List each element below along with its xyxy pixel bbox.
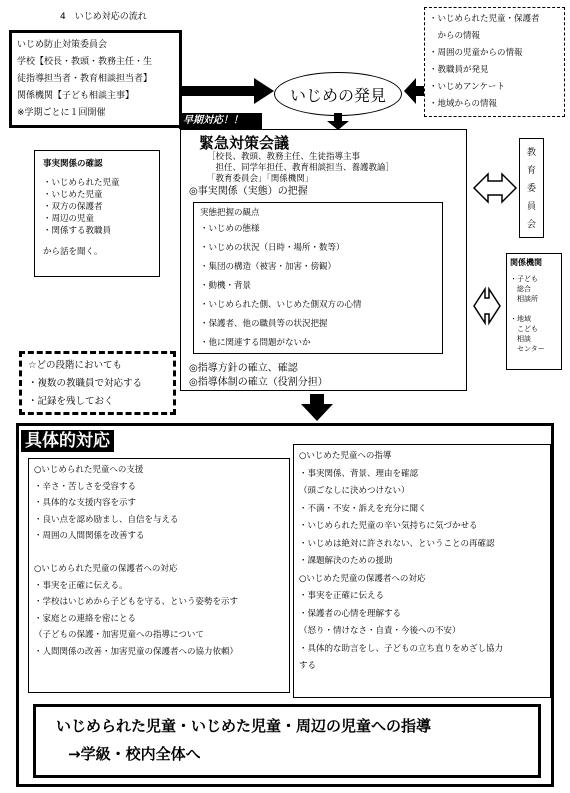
board-of-education-box xyxy=(519,138,544,238)
board-char: 育 xyxy=(526,166,536,176)
emergency-member-line: ［校長、教頭、教務主任、生徒指導主事 xyxy=(207,152,361,162)
victim-support-item: ・良い点を認め励まし、自信を与える xyxy=(34,514,179,525)
victim-support-item xyxy=(34,545,284,562)
perpetrator-guidance-item: ○いじめた児童への指導 xyxy=(299,451,392,461)
victim-support-list xyxy=(34,462,284,660)
victim-support-item: ・人間関係の改善・加害児童の保護者への協力依頼） xyxy=(34,646,239,657)
overall-guidance-line2: →学級・校内全体へ xyxy=(68,745,201,763)
board-char: 員 xyxy=(526,202,536,212)
agency-item: ・地域 xyxy=(510,315,531,323)
fact-grasp-label: ◎事実関係（実態）の把握 xyxy=(189,186,308,197)
committee-line: 学校【校長・教頭・教務主任・生 xyxy=(17,57,153,67)
board-char: 会 xyxy=(526,220,536,230)
overall-guidance-box xyxy=(33,704,541,778)
agency-item: 相談所 xyxy=(510,295,538,303)
perpetrator-guidance-item: ・課題解決のための援助 xyxy=(299,556,393,566)
perpetrator-guidance-item: する xyxy=(299,661,317,671)
viewpoint-item: ・いじめの状況（日時・場所・数等） xyxy=(200,243,345,253)
viewpoint-box xyxy=(193,202,443,354)
perpetrator-guidance-item: ○いじめた児童の保護者への対応 xyxy=(299,573,426,584)
overall-guidance-line1: いじめられた児童・いじめた児童・周辺の児童への指導 xyxy=(56,717,432,735)
fact-check-item: ・いじめた児童 xyxy=(43,190,103,200)
discovery-label: いじめの発見 xyxy=(289,85,386,105)
victim-support-item: ○いじめられた児童への支援 xyxy=(34,465,144,475)
viewpoint-item: ・いじめの態様 xyxy=(200,224,260,234)
fact-check-item: ・双方の保護者 xyxy=(43,202,103,212)
agency-item xyxy=(510,304,558,314)
perpetrator-guidance-item: （怒り・情けなさ・自責・今後への不安） xyxy=(299,626,461,636)
emergency-title: 緊急対策会議 xyxy=(199,134,290,152)
victim-support-item: ・周囲の人間関係を改善する xyxy=(34,531,145,541)
victim-support-item: （子どもの保護・加害児童への指導について xyxy=(34,630,204,640)
committee-line: 関係機関【子ども相談主事】 xyxy=(17,91,135,101)
victim-support-item: ・具体的な支援内容を示す xyxy=(34,498,137,508)
board-char: 委 xyxy=(526,184,536,194)
information-source-item: ・周囲の児童からの情報 xyxy=(429,48,523,58)
agency-item: センター xyxy=(510,345,545,353)
perpetrator-guidance-list xyxy=(299,448,545,676)
related-agencies-box xyxy=(506,253,562,370)
agency-item: こども xyxy=(510,325,538,333)
perpetrator-guidance-item: ・不満・不安・訴えを充分に聞く xyxy=(299,503,427,514)
urgent-tag: 早期対応！！ xyxy=(179,113,262,129)
arrow-left-icon xyxy=(402,76,426,106)
perpetrator-guidance-item: ・いじめられた児童の辛い気持ちに気づかせる xyxy=(299,521,478,531)
related-agencies-title: 関係機関 xyxy=(510,258,542,267)
information-sources-text xyxy=(429,11,560,113)
victim-support-item: ・家庭との連絡を密にとる xyxy=(34,613,137,624)
perpetrator-guidance-item: ・事実関係、背景、理由を確認 xyxy=(299,468,419,479)
committee-line: 徒指導担当者・教育相談担当者】 xyxy=(17,74,153,84)
committee-text xyxy=(17,37,174,122)
victim-support-item: ・事実を正確に伝える。 xyxy=(34,580,128,591)
double-arrow-icon xyxy=(472,170,518,206)
fact-check-item: ・いじめられた児童 xyxy=(43,178,120,188)
information-sources-box xyxy=(424,7,565,117)
viewpoint-list xyxy=(200,220,436,353)
fact-check-title: 事実関係の確認 xyxy=(43,159,103,169)
double-arrow-icon xyxy=(472,283,502,329)
any-stage-line: ☆どの段階においても xyxy=(28,360,123,371)
information-source-item: ・地域からの情報 xyxy=(429,99,498,109)
committee-line: いじめ防止対策委員会 xyxy=(17,40,108,50)
viewpoint-item: ・他に関連する問題がないか xyxy=(200,338,311,348)
fact-check-box xyxy=(34,150,160,277)
perpetrator-guidance-item: ・保護者の心情を理解する xyxy=(299,608,402,619)
victim-support-item: ・辛さ・苦しさを受容する xyxy=(34,481,137,492)
board-char: 教 xyxy=(526,148,536,158)
information-source-item: ・教職員が発見 xyxy=(429,65,489,75)
emergency-member-line: 担任、同学年担任、教育相談担当、養護教諭］ xyxy=(207,163,395,173)
any-stage-line: ・複数の教職員で対応する xyxy=(28,378,143,389)
policy-label: ◎指導方針の確立、確認 xyxy=(189,363,298,374)
committee-box xyxy=(9,30,182,128)
victim-support-item: ・学校はいじめから子どもを守る、という姿勢を示す xyxy=(34,597,239,607)
fact-check-item: ・周辺の児童 xyxy=(43,214,95,224)
fact-check-footer: から話を聞く。 xyxy=(43,247,103,257)
viewpoint-item: ・集団の構造（被害・加害・傍観） xyxy=(200,262,337,272)
emergency-meeting-box xyxy=(180,129,467,391)
victim-support-box xyxy=(28,458,290,693)
committee-line: ※学期ごとに１回開催 xyxy=(17,108,106,118)
perpetrator-guidance-box xyxy=(293,444,551,698)
concrete-response-box xyxy=(16,423,554,787)
concrete-response-title: 具体的対応 xyxy=(21,430,114,452)
viewpoint-title: 実態把握の観点 xyxy=(200,208,260,218)
viewpoint-item: ・動機・背景 xyxy=(200,281,252,291)
perpetrator-guidance-item: （頭ごなしに決めつけない） xyxy=(299,486,410,496)
victim-support-item: ○いじめられた児童の保護者への対応 xyxy=(34,564,178,574)
fact-check-item: ・関係する教職員 xyxy=(43,226,112,236)
agency-item: 相談 xyxy=(510,335,531,343)
agency-item: 総合 xyxy=(510,285,531,293)
emergency-members xyxy=(207,152,458,185)
fact-check-list xyxy=(43,177,151,237)
page-title: 4 いじめ対応の流れ xyxy=(60,12,147,22)
perpetrator-guidance-item: ・事実を正確に伝える xyxy=(299,591,385,601)
arrow-right-icon xyxy=(180,76,276,106)
perpetrator-guidance-item: ・具体的な助言をし、子どもの立ち直りをめざし協力 xyxy=(299,643,504,654)
emergency-member-line: 「教育委員会」「関係機関」 xyxy=(207,174,314,184)
any-stage-box xyxy=(19,351,176,415)
viewpoint-item: ・いじめられた側、いじめた側双方の心情 xyxy=(200,300,362,310)
information-source-item: からの情報 xyxy=(429,31,481,41)
discovery-oval xyxy=(274,72,402,116)
perpetrator-guidance-item: ・いじめは絶対に許されない、ということの再確認 xyxy=(299,538,495,549)
viewpoint-item: ・保護者、他の職員等の状況把握 xyxy=(200,319,328,329)
any-stage-line: ・記録を残しておく xyxy=(28,396,114,407)
related-agencies-list xyxy=(510,274,558,354)
board-of-education-label xyxy=(520,144,543,234)
agency-item: ・子ども xyxy=(510,275,538,283)
system-label: ◎指導体制の確立（役割分担） xyxy=(189,377,328,388)
any-stage-text xyxy=(28,357,167,411)
arrow-down-icon xyxy=(300,394,334,422)
information-source-item: ・いじめられた児童・保護者 xyxy=(429,14,540,24)
information-source-item: ・いじめアンケート xyxy=(429,82,505,92)
